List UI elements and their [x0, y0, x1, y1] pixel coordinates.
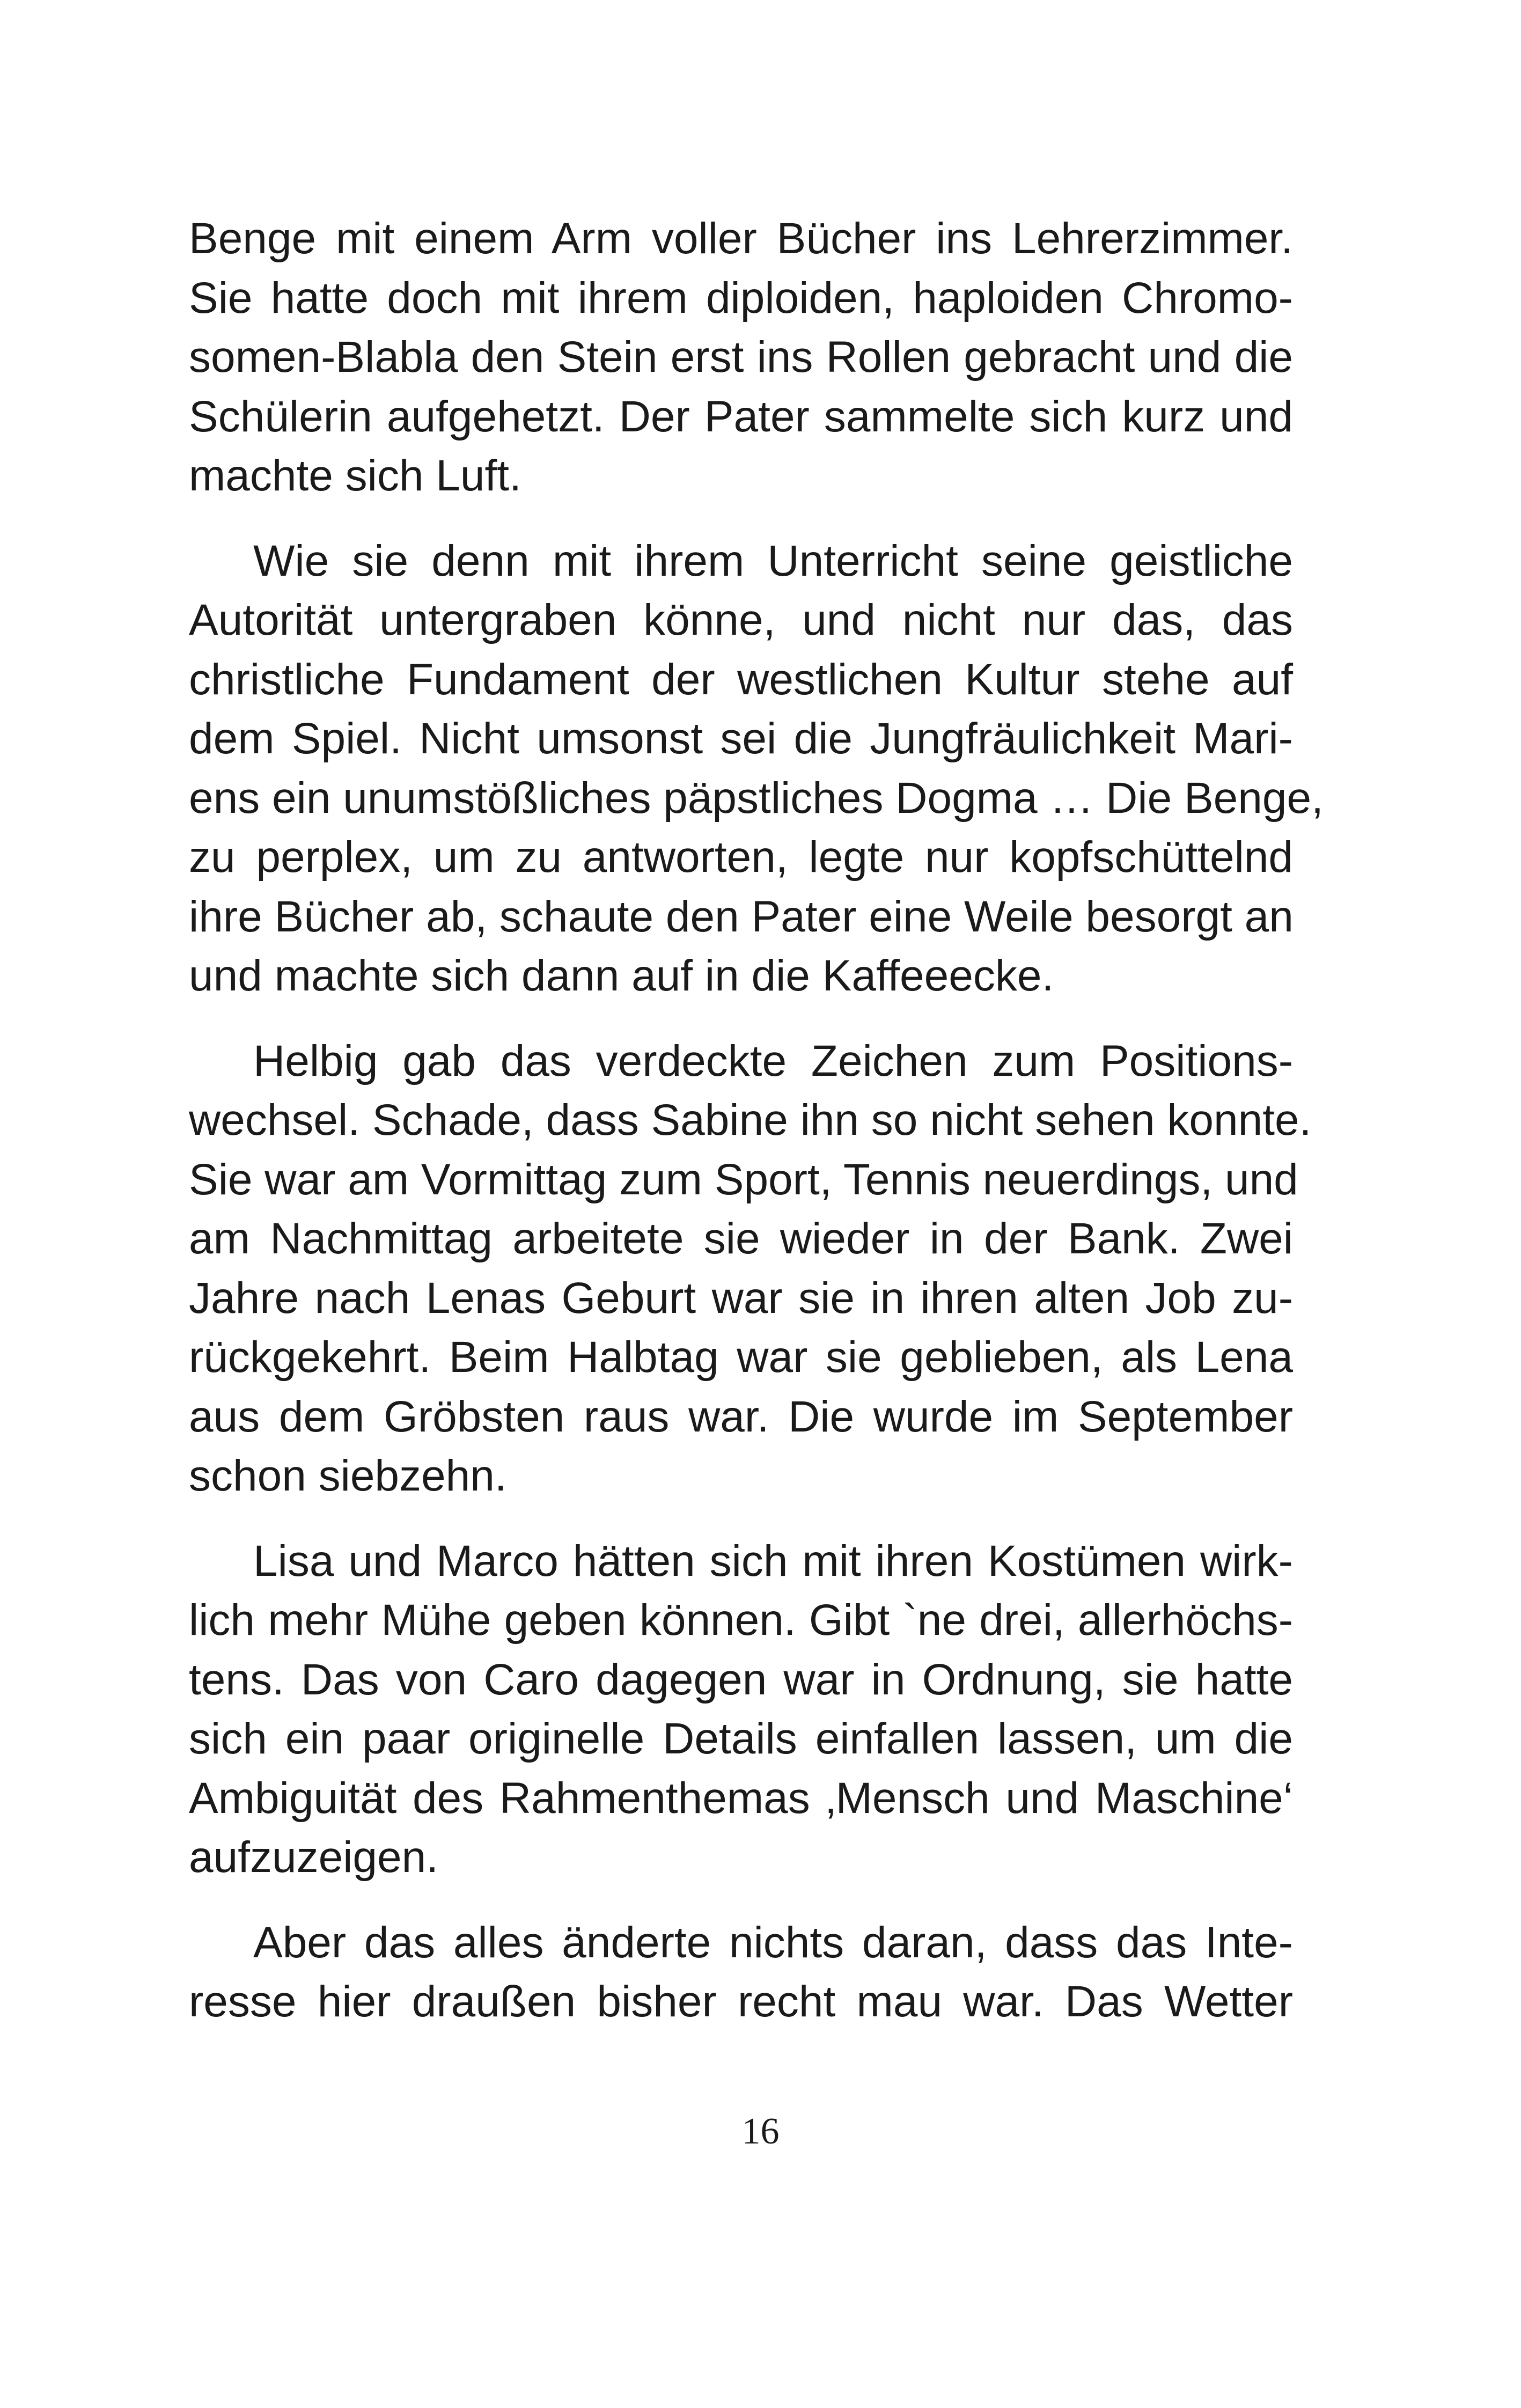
text-line: christliche Fundament der westlichen Kultur stehe auf: [189, 655, 1293, 704]
text-line: Helbig gab das verdeckte Zeichen zum Positions-: [253, 1036, 1293, 1085]
text-line: tens. Das von Caro dagegen war in Ordnung, sie hatte: [189, 1655, 1293, 1704]
paragraph: [189, 1032, 1312, 1506]
text-line: rückgekehrt. Beim Halbtag war sie geblieben, als Lena: [189, 1333, 1293, 1382]
text-line: Sie hatte doch mit ihrem diploiden, haploiden Chromo-: [189, 273, 1293, 322]
text-line: Wie sie denn mit ihrem Unterricht seine geistliche: [253, 536, 1293, 585]
text-line: Ambiguität des Rahmenthemas ‚Mensch und Maschine‘: [189, 1773, 1293, 1823]
paragraph: [189, 209, 1293, 506]
text-line: somen-Blabla den Stein erst ins Rollen gebracht und die: [189, 333, 1293, 381]
text-line: ihre Bücher ab, schaute den Pater eine Weile besorgt an: [189, 892, 1294, 941]
text-line: dem Spiel. Nicht umsonst sei die Jungfräulichkeit Mari-: [189, 714, 1293, 763]
text-line: Autorität untergraben könne, und nicht nur das, das: [189, 596, 1293, 644]
text-line: Sie war am Vormittag zum Sport, Tennis neuerdings, und: [189, 1155, 1298, 1204]
paragraph: [189, 1913, 1293, 2032]
text-line: Jahre nach Lenas Geburt war sie in ihren alten Job zu-: [189, 1273, 1293, 1323]
text-line: resse hier draußen bisher recht mau war. Das Wetter: [189, 1977, 1293, 2026]
text-line: machte sich Luft.: [189, 451, 521, 500]
page-number: 16: [741, 2111, 780, 2152]
text-line: schon siebzehn.: [189, 1451, 507, 1500]
paragraph-gap: [189, 1888, 1293, 1913]
paragraph-gap: [189, 506, 1293, 532]
paragraph: [189, 1532, 1293, 1888]
text-line: zu perplex, um zu antworten, legte nur kopfschüttelnd: [189, 833, 1293, 882]
text-line: aus dem Gröbsten raus war. Die wurde im September: [189, 1392, 1293, 1441]
text-line: sich ein paar originelle Details einfallen lassen, um die: [189, 1714, 1293, 1763]
text-line: ens ein unumstößliches päpstliches Dogma … Die Benge,: [189, 773, 1324, 823]
paragraph-gap: [189, 1006, 1293, 1032]
text-line: Lisa und Marco hätten sich mit ihren Kostümen wirk-: [253, 1536, 1293, 1585]
text-line: aufzuzeigen.: [189, 1833, 439, 1882]
text-line: Schülerin aufgehetzt. Der Pater sammelte sich kurz und: [189, 392, 1293, 441]
text-line: am Nachmittag arbeitete sie wieder in der Bank. Zwei: [189, 1214, 1293, 1263]
text-line: wechsel. Schade, dass Sabine ihn so nicht sehen konnte.: [189, 1096, 1312, 1144]
text-line: Benge mit einem Arm voller Bücher ins Lehrerzimmer.: [189, 214, 1293, 263]
paragraph: [189, 532, 1324, 1006]
text-line: lich mehr Mühe geben können. Gibt `ne drei, allerhöchs-: [189, 1596, 1293, 1645]
text-line: und machte sich dann auf in die Kaffeeecke.: [189, 951, 1054, 1000]
text-line: Aber das alles änderte nichts daran, dass das Inte-: [253, 1918, 1293, 1967]
paragraph-gap: [189, 1506, 1293, 1532]
body-text: [189, 209, 1324, 2032]
